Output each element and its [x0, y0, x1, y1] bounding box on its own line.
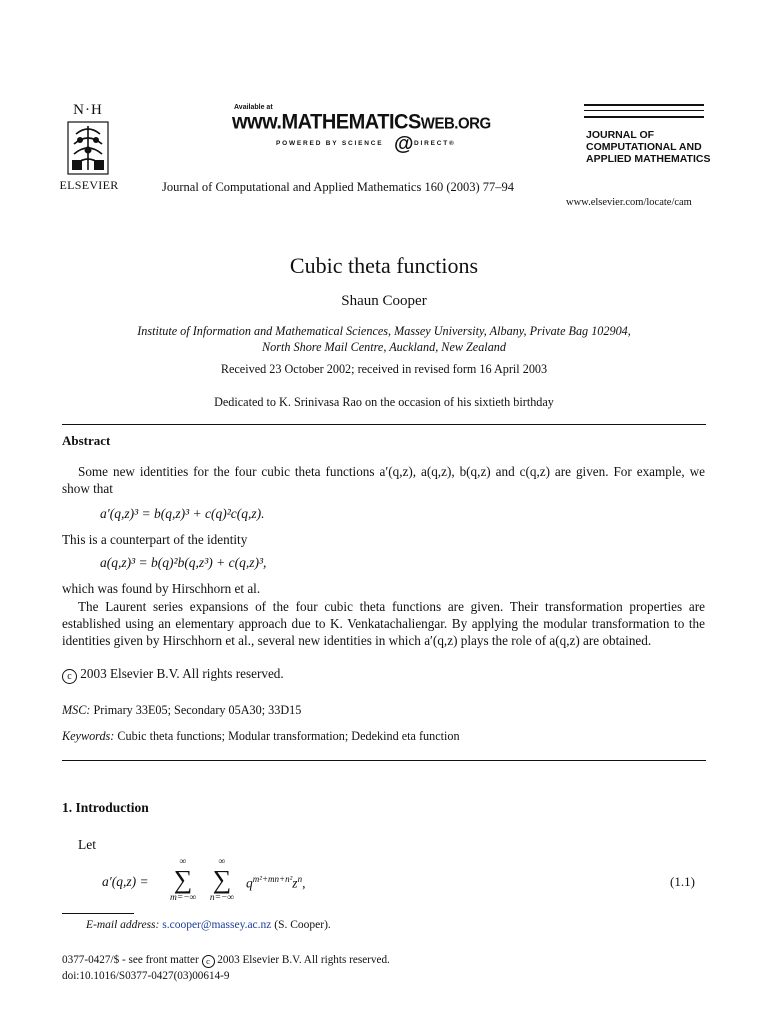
available-at-label: Available at	[234, 104, 273, 111]
equation-summand: $q^{m^2+mn+n^2}z^n$,	[246, 874, 306, 891]
front-matter-line: 0377-0427/$ - see front matter c 2003 Elsevier B.V. All rights reserved.	[62, 954, 390, 966]
equation-number: (1.1)	[670, 874, 695, 889]
footnote-rule	[62, 913, 134, 914]
abstract-laurent: The Laurent series expansions of the four cubic theta functions are given. Their transformation properties are established using an elementary approach due to K. Venkatachaliengar. By applying the modular transformation to the identities given by Hirschhorn et al., several new identities in which a′(q,z) plays the role of a(q,z) are obtained.	[62, 599, 705, 648]
powered-by-label: POWERED BY SCIENCE	[276, 140, 384, 147]
keywords-line: Keywords: Cubic theta functions; Modular transformation; Dedekind eta function	[62, 729, 460, 743]
abstract-top-rule	[62, 424, 706, 425]
section-heading: 1. Introduction	[62, 800, 149, 815]
journal-rule	[584, 104, 704, 106]
sum-symbol-m: ∞ ∑ m=−∞	[170, 857, 197, 903]
copyright-icon: c	[202, 955, 215, 968]
article-author: Shaun Cooper	[341, 293, 427, 309]
sciencedirect-at-icon: @	[394, 133, 414, 155]
abstract-heading: Abstract	[62, 433, 111, 448]
author-email-footnote: E-mail address: s.cooper@massey.ac.nz (S. Cooper).	[86, 919, 331, 931]
email-link[interactable]: s.cooper@massey.ac.nz	[162, 919, 272, 931]
mathematicsweb-logo: www.MATHEMATICSWEB.ORG	[232, 110, 491, 134]
journal-url-link[interactable]: www.elsevier.com/locate/cam	[566, 197, 692, 208]
section-text-let: Let	[78, 837, 96, 852]
publisher-mark: N·H	[73, 102, 103, 118]
journal-citation: Journal of Computational and Applied Mathematics 160 (2003) 77–94	[162, 180, 515, 194]
sum-symbol-n: ∞ ∑ n=−∞	[209, 857, 235, 903]
abstract-copyright: c 2003 Elsevier B.V. All rights reserved.	[62, 665, 705, 684]
equation-abstract-2: a(q,z)³ = b(q)²b(q,z³) + c(q,z)³,	[100, 555, 267, 570]
author-affiliation: Institute of Information and Mathematical Sciences, Massey University, Albany, Private Bag 102904, North Shore Mail Centre, Auckland, New Zealand	[137, 324, 631, 354]
journal-rule	[584, 116, 704, 118]
abstract-bottom-rule	[62, 760, 706, 761]
elsevier-tree-logo	[66, 120, 110, 176]
dedication: Dedicated to K. Srinivasa Rao on the occasion of his sixtieth birthday	[214, 395, 554, 409]
equation-abstract-1: a′(q,z)³ = b(q,z)³ + c(q)²c(q,z).	[100, 506, 265, 521]
received-dates: Received 23 October 2002; received in revised form 16 April 2003	[220, 362, 548, 376]
journal-name: JOURNAL OF COMPUTATIONAL AND APPLIED MATHEMATICS	[586, 129, 711, 165]
equation-lhs: a′(q,z) =	[102, 874, 149, 889]
powered-direct-label: DIRECT®	[414, 140, 456, 147]
journal-rule	[584, 110, 704, 111]
abstract-found-by: which was found by Hirschhorn et al.	[62, 581, 261, 596]
publisher-name: ELSEVIER	[59, 178, 119, 192]
abstract-counterpart: This is a counterpart of the identity	[62, 532, 248, 547]
msc-line: MSC: Primary 33E05; Secondary 05A30; 33D15	[62, 703, 302, 717]
article-title: Cubic theta functions	[289, 253, 479, 278]
abstract-intro: Some new identities for the four cubic theta functions a′(q,z), a(q,z), b(q,z) and c(q,z) are given. For example, we show that	[62, 464, 705, 496]
copyright-icon: c	[62, 669, 77, 684]
doi-line: doi:10.1016/S0377-0427(03)00614-9	[62, 970, 230, 982]
